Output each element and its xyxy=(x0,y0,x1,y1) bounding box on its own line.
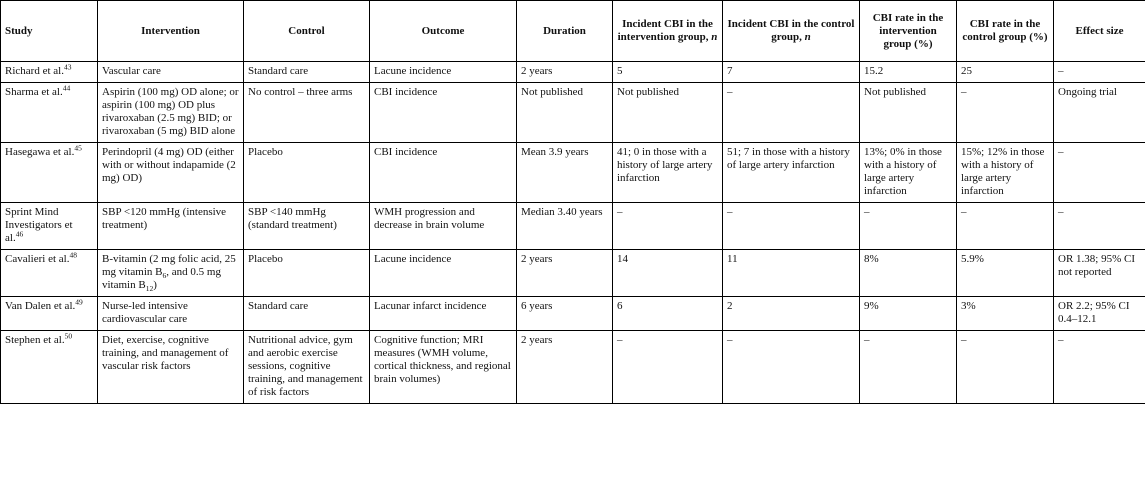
incident-control-cell: – xyxy=(723,331,860,404)
effect-size-cell: – xyxy=(1054,331,1145,404)
study-cell: Hasegawa et al.$^{45}$ xyxy=(1,143,98,203)
table-row xyxy=(1,250,1145,297)
duration-cell: Mean 3.9 years xyxy=(517,143,613,203)
rate-control-cell: – xyxy=(957,331,1054,404)
table-row xyxy=(1,62,1145,83)
effect-size-cell: – xyxy=(1054,143,1145,203)
effect-size-cell: – xyxy=(1054,203,1145,250)
intervention-cell: Vascular care xyxy=(98,62,244,83)
incident-control-cell: 11 xyxy=(723,250,860,297)
incident-intervention-cell: Not published xyxy=(613,83,723,143)
study-cell: Sharma et al.$^{44}$ xyxy=(1,83,98,143)
duration-cell: Not published xyxy=(517,83,613,143)
intervention-cell: SBP <120 mmHg (intensive treatment) xyxy=(98,203,244,250)
incident-control-cell: – xyxy=(723,83,860,143)
rate-control-cell: 3% xyxy=(957,297,1054,331)
rate-control-cell: – xyxy=(957,83,1054,143)
duration-cell: 2 years xyxy=(517,62,613,83)
rate-intervention-cell: 8% xyxy=(860,250,957,297)
incident-intervention-cell: 6 xyxy=(613,297,723,331)
header-outcome: Outcome xyxy=(370,1,517,62)
effect-size-cell: OR 2.2; 95% CI 0.4–12.1 xyxy=(1054,297,1145,331)
control-cell: SBP <140 mmHg (standard treatment) xyxy=(244,203,370,250)
table-row xyxy=(1,143,1145,203)
effect-size-cell: Ongoing trial xyxy=(1054,83,1145,143)
intervention-cell: Diet, exercise, cognitive training, and management of vascular risk factors xyxy=(98,331,244,404)
intervention-cell: Perindopril (4 mg) OD (either with or without indapamide (2 mg) OD) xyxy=(98,143,244,203)
header-row xyxy=(1,1,1145,62)
incident-intervention-cell: 41; 0 in those with a history of large artery infarction xyxy=(613,143,723,203)
study-cell: Sprint Mind Investigators et al.$^{46}$ xyxy=(1,203,98,250)
header-rate-intervention: CBI rate in the intervention group (%) xyxy=(860,1,957,62)
table-row xyxy=(1,83,1145,143)
rate-intervention-cell: – xyxy=(860,203,957,250)
header-incident-intervention: Incident CBI in the intervention group, n xyxy=(613,1,723,62)
outcome-cell: Lacune incidence xyxy=(370,62,517,83)
duration-cell: 6 years xyxy=(517,297,613,331)
outcome-cell: WMH progression and decrease in brain volume xyxy=(370,203,517,250)
control-cell: Standard care xyxy=(244,297,370,331)
incident-control-cell: 51; 7 in those with a history of large artery infarction xyxy=(723,143,860,203)
outcome-cell: Lacunar infarct incidence xyxy=(370,297,517,331)
study-cell: Stephen et al.$^{50}$ xyxy=(1,331,98,404)
intervention-cell: B-vitamin (2 mg folic acid, 25 mg vitamin $B_6$, and 0.5 mg vitamin $B_{12}$) xyxy=(98,250,244,297)
header-intervention: Intervention xyxy=(98,1,244,62)
duration-cell: 2 years xyxy=(517,331,613,404)
incident-control-cell: – xyxy=(723,203,860,250)
header-rate-control: CBI rate in the control group (%) xyxy=(957,1,1054,62)
outcome-cell: Cognitive function; MRI measures (WMH volume, cortical thickness, and regional brain volumes) xyxy=(370,331,517,404)
rate-control-cell: 25 xyxy=(957,62,1054,83)
duration-cell: Median 3.40 years xyxy=(517,203,613,250)
header-duration: Duration xyxy=(517,1,613,62)
header-incident-control: Incident CBI in the control group, n xyxy=(723,1,860,62)
incident-intervention-cell: 5 xyxy=(613,62,723,83)
control-cell: No control – three arms xyxy=(244,83,370,143)
rate-intervention-cell: Not published xyxy=(860,83,957,143)
header-control: Control xyxy=(244,1,370,62)
intervention-cell: Aspirin (100 mg) OD alone; or aspirin (100 mg) OD plus rivaroxaban (2.5 mg) BID; or rivaroxaban (5 mg) BID alone xyxy=(98,83,244,143)
header-study: Study xyxy=(1,1,98,62)
control-cell: Standard care xyxy=(244,62,370,83)
study-cell: Richard et al.$^{43}$ xyxy=(1,62,98,83)
duration-cell: 2 years xyxy=(517,250,613,297)
study-cell: Van Dalen et al.$^{49}$ xyxy=(1,297,98,331)
rate-control-cell: 15%; 12% in those with a history of large artery infarction xyxy=(957,143,1054,203)
intervention-cell: Nurse-led intensive cardiovascular care xyxy=(98,297,244,331)
control-cell: Placebo xyxy=(244,250,370,297)
table-row xyxy=(1,203,1145,250)
rate-intervention-cell: 15.2 xyxy=(860,62,957,83)
study-cell: Cavalieri et al.$^{48}$ xyxy=(1,250,98,297)
table-row xyxy=(1,297,1145,331)
effect-size-cell: – xyxy=(1054,62,1145,83)
rate-intervention-cell: – xyxy=(860,331,957,404)
outcome-cell: CBI incidence xyxy=(370,143,517,203)
effect-size-cell: OR 1.38; 95% CI not reported xyxy=(1054,250,1145,297)
rate-intervention-cell: 9% xyxy=(860,297,957,331)
rate-intervention-cell: 13%; 0% in those with a history of large artery infarction xyxy=(860,143,957,203)
control-cell: Nutritional advice, gym and aerobic exercise sessions, cognitive training, and management of risk factors xyxy=(244,331,370,404)
incident-intervention-cell: 14 xyxy=(613,250,723,297)
incident-intervention-cell: – xyxy=(613,331,723,404)
rate-control-cell: – xyxy=(957,203,1054,250)
rate-control-cell: 5.9% xyxy=(957,250,1054,297)
outcome-cell: Lacune incidence xyxy=(370,250,517,297)
table-row xyxy=(1,331,1145,404)
incident-control-cell: 2 xyxy=(723,297,860,331)
header-effect-size: Effect size xyxy=(1054,1,1145,62)
outcome-cell: CBI incidence xyxy=(370,83,517,143)
incident-control-cell: 7 xyxy=(723,62,860,83)
control-cell: Placebo xyxy=(244,143,370,203)
incident-intervention-cell: – xyxy=(613,203,723,250)
